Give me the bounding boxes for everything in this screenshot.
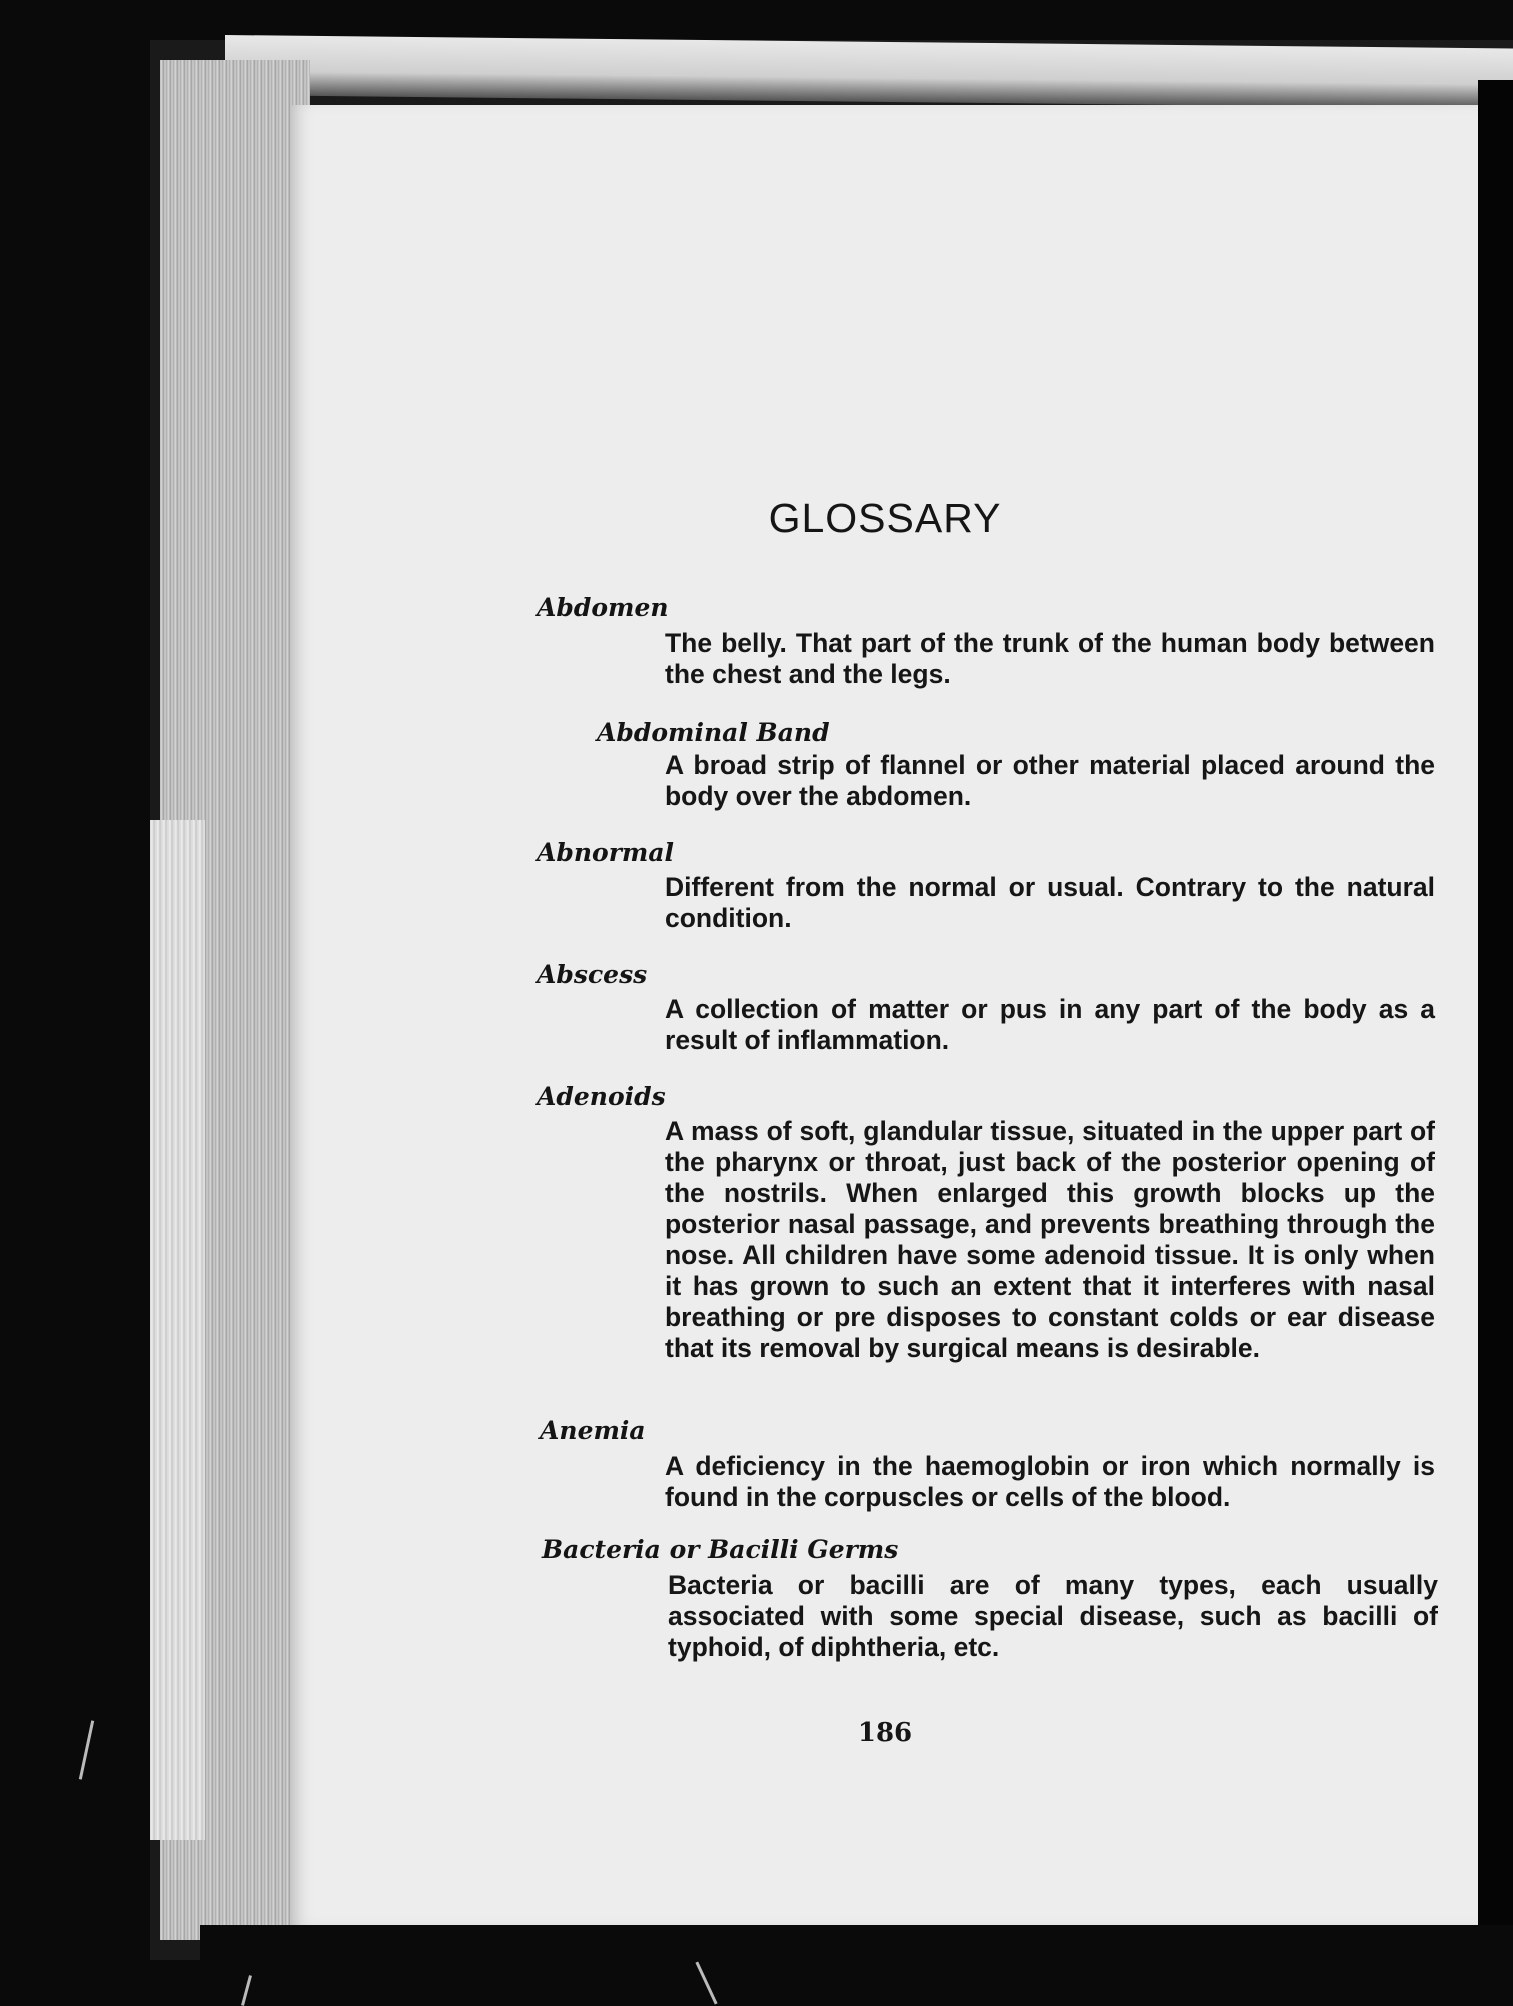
page-stack-light-edge bbox=[150, 820, 205, 1840]
glossary-definition: The belly. That part of the trunk of the human body between the chest and the legs. bbox=[665, 628, 1435, 689]
right-shadow bbox=[1478, 80, 1513, 1950]
glossary-definition: Different from the normal or usual. Contrary to the natural condition. bbox=[665, 872, 1435, 933]
glossary-term: Bacteria or Bacilli Germs bbox=[542, 1535, 899, 1564]
glossary-definition: A collection of matter or pus in any part of the body as a result of inflammation. bbox=[665, 994, 1435, 1055]
glossary-term: Abdomen bbox=[537, 593, 669, 622]
glossary-term: Abdominal Band bbox=[597, 718, 830, 747]
glossary-definition: A deficiency in the haemoglobin or iron which normally is found in the corpuscles or cells of the blood. bbox=[665, 1451, 1435, 1512]
glossary-term: Abnormal bbox=[537, 838, 675, 867]
glossary-definition: A mass of soft, glandular tissue, situated in the upper part of the pharynx or throat, just back of the posterior opening of the nostrils. When enlarged this growth blocks up the posterior nasal passage, and prevents breathing through the nose. All children have some adenoid tissue. It is only when it has grown to such an extent that it interferes with nasal breathing or pre disposes to constant colds or ear disease that its removal by surgical means is desirable. bbox=[665, 1116, 1435, 1363]
glossary-term: Anemia bbox=[540, 1416, 646, 1445]
page-title: GLOSSARY bbox=[768, 495, 1002, 541]
glossary-term: Adenoids bbox=[537, 1082, 666, 1111]
scan-artifact bbox=[79, 1720, 94, 1779]
page-number: 186 bbox=[857, 1718, 913, 1748]
glossary-definition: A broad strip of flannel or other material placed around the body over the abdomen. bbox=[665, 750, 1435, 811]
bottom-shadow bbox=[200, 1925, 1513, 2006]
glossary-definition: Bacteria or bacilli are of many types, each usually associated with some special disease, such as bacilli of typhoid, of diphtheria, etc. bbox=[668, 1570, 1438, 1662]
glossary-term: Abscess bbox=[537, 960, 648, 989]
